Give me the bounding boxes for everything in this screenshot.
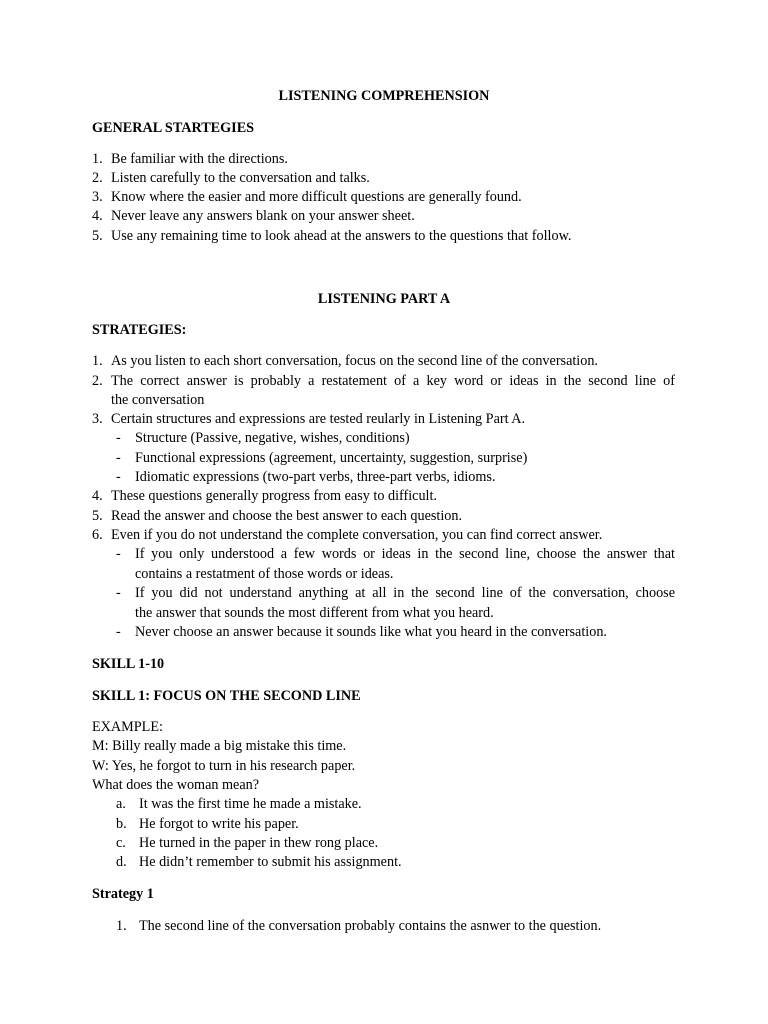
list-item-number: 1. bbox=[116, 918, 127, 934]
strategy-1-heading: Strategy 1 bbox=[92, 886, 154, 902]
sub-list-text: If you only understood a few words or ideas in the second line, choose the answer that bbox=[135, 546, 675, 562]
list-item-text: Read the answer and choose the best answer to each question. bbox=[111, 508, 463, 524]
list-item-number: 3. bbox=[92, 411, 103, 427]
example-question: What does the woman mean? bbox=[92, 777, 260, 793]
list-item-text-continued: the conversation bbox=[111, 392, 205, 408]
part-a-title: LISTENING PART A bbox=[317, 291, 451, 307]
list-item-number: 4. bbox=[92, 208, 103, 224]
skill-range-heading: SKILL 1-10 bbox=[92, 656, 165, 672]
answer-option-text: He forgot to write his paper. bbox=[139, 816, 299, 832]
example-man-line: M: Billy really made a big mistake this time. bbox=[92, 738, 347, 754]
sub-list-dash: - bbox=[116, 430, 121, 446]
list-item-number: 1. bbox=[92, 151, 103, 167]
sub-list-dash: - bbox=[116, 624, 121, 640]
answer-option-letter: b. bbox=[116, 816, 127, 832]
list-item-number: 2. bbox=[92, 373, 103, 389]
example-woman-line: W: Yes, he forgot to turn in his research paper. bbox=[92, 758, 356, 774]
answer-option-letter: d. bbox=[116, 854, 127, 870]
general-strategies-heading: GENERAL STARTEGIES bbox=[92, 120, 255, 136]
list-item-number: 3. bbox=[92, 189, 103, 205]
sub-list-text-continued: the answer that sounds the most different from what you heard. bbox=[135, 605, 494, 621]
list-item-number: 2. bbox=[92, 170, 103, 186]
list-item-text: Be familiar with the directions. bbox=[111, 151, 288, 167]
sub-list-text: Idiomatic expressions (two-part verbs, three-part verbs, idioms. bbox=[135, 469, 496, 485]
list-item-text: Certain structures and expressions are tested reularly in Listening Part A. bbox=[111, 411, 526, 427]
example-label: EXAMPLE: bbox=[92, 719, 163, 735]
list-item-number: 6. bbox=[92, 527, 103, 543]
list-item-number: 5. bbox=[92, 228, 103, 244]
answer-option-text: It was the first time he made a mistake. bbox=[139, 796, 362, 812]
list-item-text: Use any remaining time to look ahead at the answers to the questions that follow. bbox=[111, 228, 572, 244]
list-item-number: 1. bbox=[92, 353, 103, 369]
sub-list-text: If you did not understand anything at all in the second line of the conversation, choose bbox=[135, 585, 675, 601]
list-item-text: Know where the easier and more difficult questions are generally found. bbox=[111, 189, 522, 205]
list-item-text: The correct answer is probably a restatement of a key word or ideas in the second line of bbox=[111, 373, 675, 389]
sub-list-text: Functional expressions (agreement, uncertainty, suggestion, surprise) bbox=[135, 450, 528, 466]
sub-list-dash: - bbox=[116, 585, 121, 601]
answer-option-text: He turned in the paper in thew rong place. bbox=[139, 835, 379, 851]
list-item-text: As you listen to each short conversation, focus on the second line of the conversation. bbox=[111, 353, 598, 369]
strategies-heading: STRATEGIES: bbox=[92, 322, 187, 338]
skill-1-heading: SKILL 1: FOCUS ON THE SECOND LINE bbox=[92, 688, 361, 704]
answer-option-letter: a. bbox=[116, 796, 126, 812]
sub-list-text: Never choose an answer because it sounds like what you heard in the conversation. bbox=[135, 624, 607, 640]
sub-list-dash: - bbox=[116, 469, 121, 485]
list-item-number: 5. bbox=[92, 508, 103, 524]
answer-option-letter: c. bbox=[116, 835, 126, 851]
sub-list-text: Structure (Passive, negative, wishes, conditions) bbox=[135, 430, 410, 446]
list-item-text: The second line of the conversation probably contains the asnwer to the question. bbox=[139, 918, 602, 934]
sub-list-dash: - bbox=[116, 546, 121, 562]
sub-list-dash: - bbox=[116, 450, 121, 466]
list-item-text: Listen carefully to the conversation and talks. bbox=[111, 170, 370, 186]
list-item-text: These questions generally progress from easy to difficult. bbox=[111, 488, 437, 504]
list-item-text: Never leave any answers blank on your answer sheet. bbox=[111, 208, 415, 224]
document-title: LISTENING COMPREHENSION bbox=[278, 88, 490, 104]
answer-option-text: He didn’t remember to submit his assignment. bbox=[139, 854, 402, 870]
list-item-text: Even if you do not understand the complete conversation, you can find correct answer. bbox=[111, 527, 603, 543]
sub-list-text-continued: contains a restatment of those words or ideas. bbox=[135, 566, 394, 582]
list-item-number: 4. bbox=[92, 488, 103, 504]
